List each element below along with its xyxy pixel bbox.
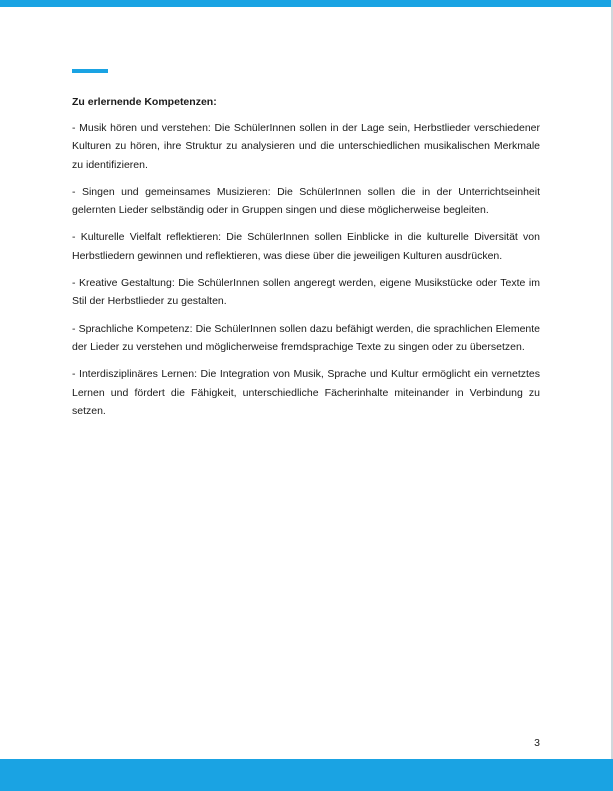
competency-paragraph-interdisciplinary: - Interdisziplinäres Lernen: Die Integration von Musik, Sprache und Kultur ermöglicht ein vernetztes Lernen und fördert die Fähigkeit, unterschiedliche Fächerinhalte miteinander in Verbindung zu setzen. bbox=[72, 368, 540, 417]
section-accent-dash bbox=[72, 69, 108, 73]
bottom-accent-bar bbox=[0, 759, 613, 791]
competency-paragraph-creative-design: - Kreative Gestaltung: Die SchülerInnen sollen angeregt werden, eigene Musikstücke oder Texte im Stil der Herbstlieder zu gestalten. bbox=[72, 277, 540, 308]
competency-paragraph-music-listening: - Musik hören und verstehen: Die SchülerInnen sollen in der Lage sein, Herbstlieder verschiedener Kulturen zu hören, ihre Struktur zu analysieren und die unterschiedlichen musikalischen Merkmale zu identifizieren. bbox=[72, 122, 540, 171]
page-number: 3 bbox=[534, 737, 540, 749]
top-accent-bar bbox=[0, 0, 613, 7]
page-content bbox=[72, 95, 540, 429]
competency-paragraph-singing: - Singen und gemeinsames Musizieren: Die SchülerInnen sollen die in der Unterrichtseinheit gelernten Lieder selbständig oder in Gruppen singen und diese möglicherweise begleiten. bbox=[72, 185, 540, 217]
competency-paragraph-cultural-diversity: - Kulturelle Vielfalt reflektieren: Die SchülerInnen sollen Einblicke in die kulturelle Diversität von Herbstliedern gewinnen und reflektieren, was diese über die jeweiligen Kulturen ausdrücken. bbox=[72, 231, 540, 262]
section-heading: Zu erlernende Kompetenzen: bbox=[72, 96, 217, 108]
competency-paragraph-language: - Sprachliche Kompetenz: Die SchülerInnen sollen dazu befähigt werden, die sprachlichen Elemente der Lieder zu verstehen und möglicherweise fremdsprachige Texte zu singen oder zu übersetzen. bbox=[72, 322, 540, 353]
